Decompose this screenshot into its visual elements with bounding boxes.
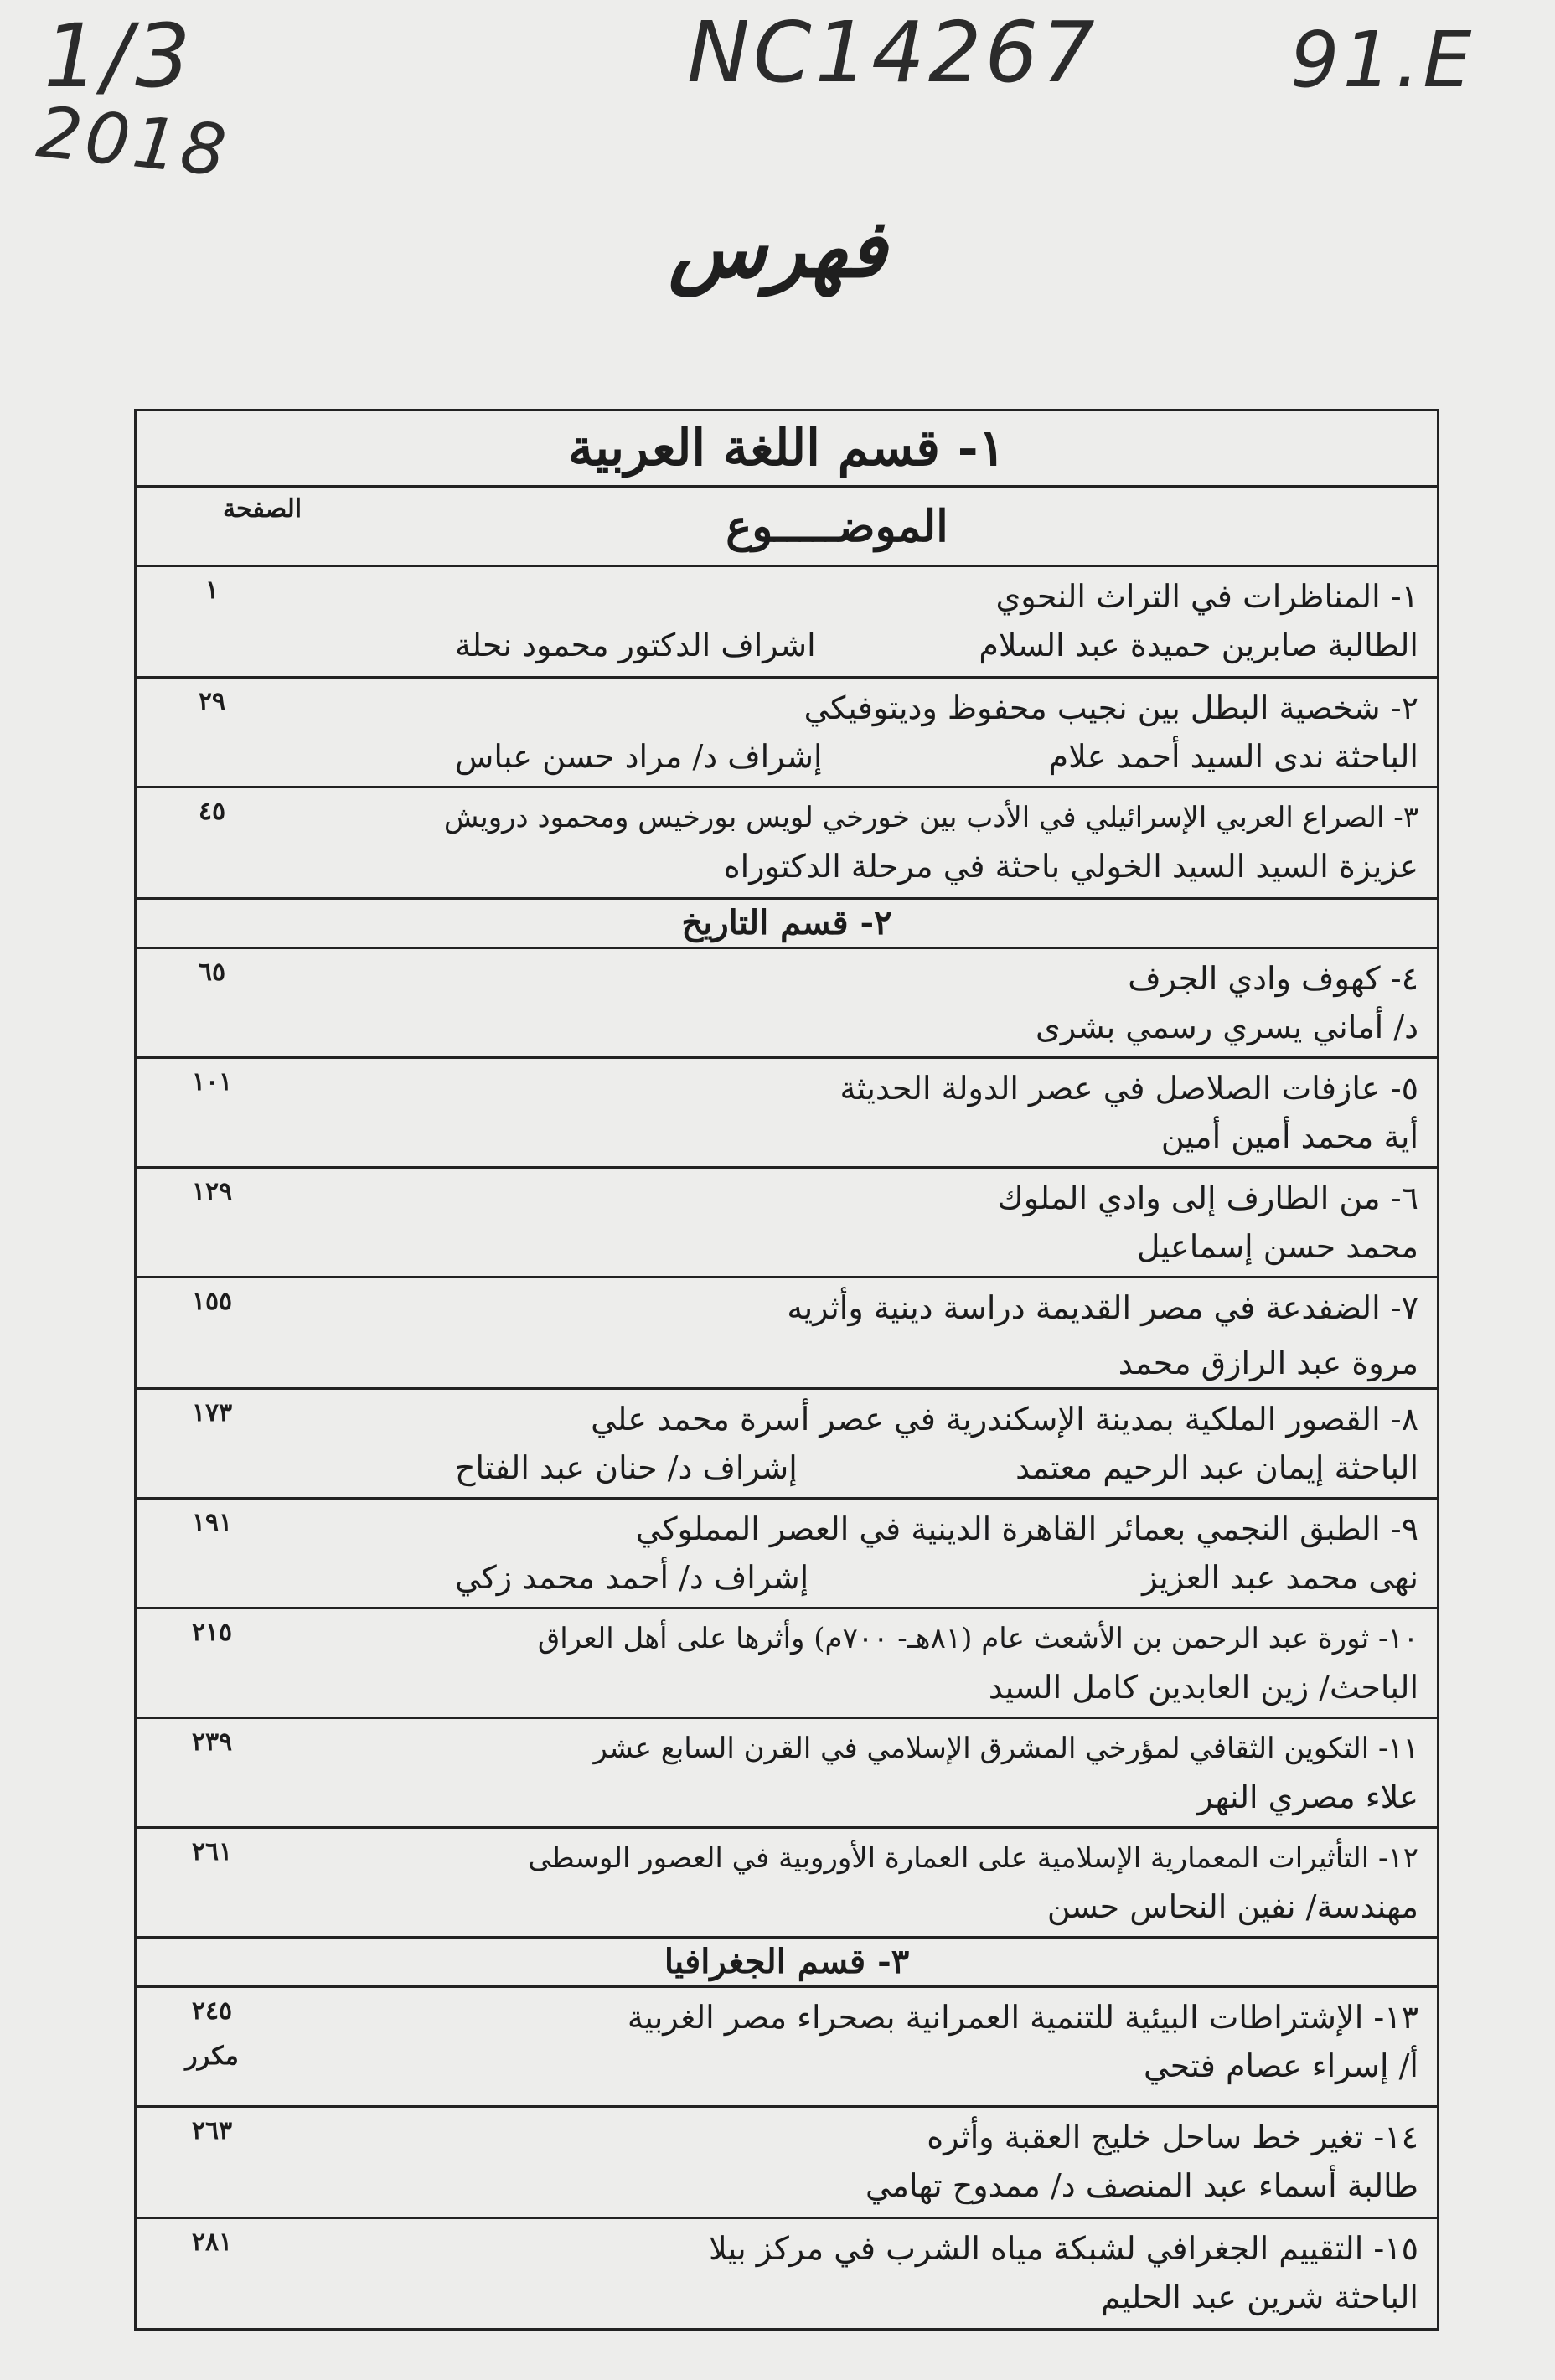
entry-title: ١- المناظرات في التراث النحوي — [995, 578, 1418, 615]
entry-page: ٢٦١ — [191, 1837, 233, 1866]
entry-page: ١٩١ — [191, 1508, 233, 1537]
column-header-page: الصفحة — [222, 494, 302, 524]
entry-title: ٢- شخصية البطل بين نجيب محفوظ وديتوفيكي — [803, 689, 1418, 726]
entry-page: ٢١٥ — [191, 1618, 233, 1647]
entry-author: مروة عبد الرازق محمد — [1118, 1345, 1418, 1381]
toc-entry — [137, 1390, 1437, 1500]
entry-page: ١٢٩ — [191, 1177, 233, 1206]
section-heading-history: ٢- قسم التاريخ — [137, 900, 1437, 949]
entry-author: محمد حسن إسماعيل — [1136, 1228, 1418, 1265]
toc-entry — [137, 2219, 1437, 2328]
entry-title: ٦- من الطارف إلى وادي الملوك — [997, 1180, 1418, 1216]
entry-title: ١٤- تغير خط ساحل خليج العقبة وأثره — [927, 2119, 1418, 2155]
entry-page-note: مكرر — [185, 2042, 239, 2071]
entry-author: أ/ إسراء عصام فتحي — [1144, 2047, 1418, 2084]
toc-entry — [137, 1609, 1437, 1719]
entry-supervisor: إشراف د/ حنان عبد الفتاح — [455, 1449, 798, 1486]
handwritten-classification: 91.E — [1290, 15, 1475, 105]
entry-author: علاء مصري النهر — [1197, 1779, 1418, 1815]
entry-title: ٥- عازفات الصلاصل في عصر الدولة الحديثة — [839, 1070, 1418, 1107]
entry-page: ٢٩ — [198, 687, 226, 716]
toc-entry — [137, 1988, 1437, 2108]
entry-title: ١٢- التأثيرات المعمارية الإسلامية على العمارة الأوروبية في العصور الوسطى — [528, 1841, 1418, 1875]
entry-title: ١٠- ثورة عبد الرحمن بن الأشعث عام (٨١هـ- ٧٠٠م) وأثرها على أهل العراق — [537, 1622, 1418, 1655]
entry-title: ١٣- الإشتراطات البيئية للتنمية العمرانية بصحراء مصر الغربية — [627, 1999, 1418, 2036]
toc-entry — [137, 679, 1437, 788]
table-of-contents — [134, 409, 1439, 2331]
entry-author: د/ أماني يسري رسمي بشرى — [1036, 1009, 1418, 1045]
toc-entry — [137, 1829, 1437, 1939]
entry-title: ٩- الطبق النجمي بعمائر القاهرة الدينية في العصر المملوكي — [635, 1510, 1418, 1547]
entry-supervisor: إشراف د/ أحمد محمد زكي — [455, 1559, 809, 1596]
entry-page: ٦٥ — [198, 958, 226, 987]
toc-entry — [137, 1169, 1437, 1278]
entry-author: الباحثة ندى السيد أحمد علام — [1048, 738, 1418, 775]
entry-page: ٢٦٣ — [191, 2116, 233, 2145]
entry-page: ١٥٥ — [191, 1287, 233, 1316]
entry-title: ٨- القصور الملكية بمدينة الإسكندرية في عصر أسرة محمد علي — [591, 1401, 1418, 1438]
entry-author: طالبة أسماء عبد المنصف د/ ممدوح تهامي — [865, 2167, 1418, 2204]
entry-author: مهندسة/ نفين النحاس حسن — [1046, 1888, 1418, 1925]
entry-title: ٤- كهوف وادي الجرف — [1128, 960, 1418, 997]
handwritten-accession-number: NC14267 — [687, 3, 1098, 101]
handwritten-year: 2018 — [33, 90, 234, 193]
entry-page: ١٠١ — [191, 1067, 233, 1097]
entry-page: ١ — [204, 576, 220, 605]
entry-author: عزيزة السيد السيد الخولي باحثة في مرحلة الدكتوراه — [723, 848, 1418, 885]
entry-page: ١٧٣ — [191, 1398, 233, 1427]
entry-page: ٤٥ — [198, 797, 226, 826]
entry-page: ٢٨١ — [191, 2228, 233, 2257]
entry-author: الباحثة إيمان عبد الرحيم معتمد — [1015, 1449, 1418, 1486]
toc-entry — [137, 2108, 1437, 2219]
toc-entry — [137, 1059, 1437, 1169]
section-heading-arabic: ١- قسم اللغة العربية — [137, 411, 1437, 488]
toc-entry — [137, 567, 1437, 679]
section-heading-geography: ٣- قسم الجغرافيا — [137, 1939, 1437, 1988]
entry-title: ١١- التكوين الثقافي لمؤرخي المشرق الإسلامي في القرن السابع عشر — [593, 1732, 1418, 1765]
toc-entry — [137, 1719, 1437, 1829]
entry-title: ٧- الضفدعة في مصر القديمة دراسة دينية وأثريه — [787, 1289, 1418, 1326]
toc-entry — [137, 788, 1437, 900]
page-title: فهرس — [668, 201, 887, 296]
entry-author: الباحث/ زين العابدين كامل السيد — [988, 1669, 1418, 1706]
handwritten-shelf-mark: 1/3 — [44, 5, 194, 107]
entry-supervisor: اشراف الدكتور محمود نحلة — [455, 627, 816, 663]
entry-title: ١٥- التقييم الجغرافي لشبكة مياه الشرب في مركز بيلا — [708, 2230, 1418, 2267]
entry-author: الطالبة صابرين حميدة عبد السلام — [979, 627, 1418, 663]
column-header-topic: الموضـــــوع — [726, 500, 948, 552]
column-headers — [137, 488, 1437, 567]
toc-entry — [137, 1500, 1437, 1609]
entry-page: ٢٣٩ — [191, 1727, 233, 1757]
toc-entry — [137, 1278, 1437, 1390]
entry-supervisor: إشراف د/ مراد حسن عباس — [455, 738, 823, 775]
toc-entry — [137, 949, 1437, 1059]
entry-author: نهى محمد عبد العزيز — [1142, 1559, 1418, 1596]
entry-title: ٣- الصراع العربي الإسرائيلي في الأدب بين خورخي لويس بورخيس ومحمود درويش — [443, 801, 1418, 834]
entry-page: ٢٤٥ — [191, 1996, 233, 2026]
entry-author: الباحثة شرين عبد الحليم — [1100, 2279, 1418, 2315]
entry-author: أية محمد أمين أمين — [1160, 1118, 1418, 1155]
